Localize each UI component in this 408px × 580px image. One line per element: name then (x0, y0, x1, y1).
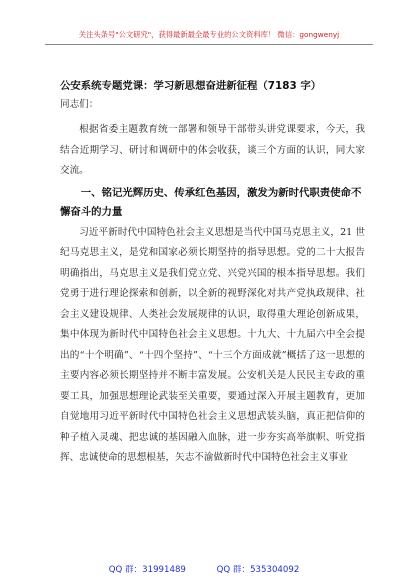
header-banner: 关注头条号"公文研究"，获得最新最全最专业的公文资料库！ 微信：gongwenyj (78, 30, 340, 39)
qq-group-1: QQ 群：31991489 (108, 565, 186, 575)
intro-paragraph: 根据省委主题教育统一部署和领导干部带头讲党课要求，今天，我结合近期学习、研讨和调研中的体会收获，谈三个方面的认识，同大家交流。 (60, 124, 365, 176)
qq-group-2: QQ 群：535304092 (216, 565, 300, 575)
document-title: 公安系统专题党课：学习新思想奋进新征程（7183 字） (60, 80, 322, 92)
greeting: 同志们： (60, 99, 99, 110)
document-body (60, 78, 365, 469)
section-1-heading: 一、铭记光辉历史、传承红色基因，激发为新时代职责使命不懈奋斗的力量 (60, 186, 362, 218)
header-rule (45, 44, 373, 45)
footer-contact (0, 563, 408, 575)
section-1-paragraph: 习近平新时代中国特色社会主义思想是当代中国马克思主义，21 世纪马克思主义，是党和国家必须长期坚持的指导思想。党的二十大报告明确指出，马克思主义是我们党立党、兴党兴国的根本指导思想。我们党勇于进行理论探索和创新，以全新的视野深化对共产党执政规律、社会主义建设规律、人类社会发展规律的认识，取得重大理论创新成果，集中体现为新时代中国特色社会主义思想。十九大、十九届六中全会提出的“十个明确”、“十四个坚持”、“十三个方面成就”概括了这一思想的主要内容必须长期坚持并不断丰富发展。公安机关是人民民主专政的重要工具，加强思想理论武装至关重要，要通过深入开展主题教育，更加自觉地用习近平新时代中国特色社会主义思想武装头脑，真正把信仰的种子植入灵魂、把忠诚的基因融入血脉，进一步夯实高举旗帜、听党指挥、忠诚使命的思想根基，矢志不渝做新时代中国特色社会主义事业 (60, 226, 365, 463)
